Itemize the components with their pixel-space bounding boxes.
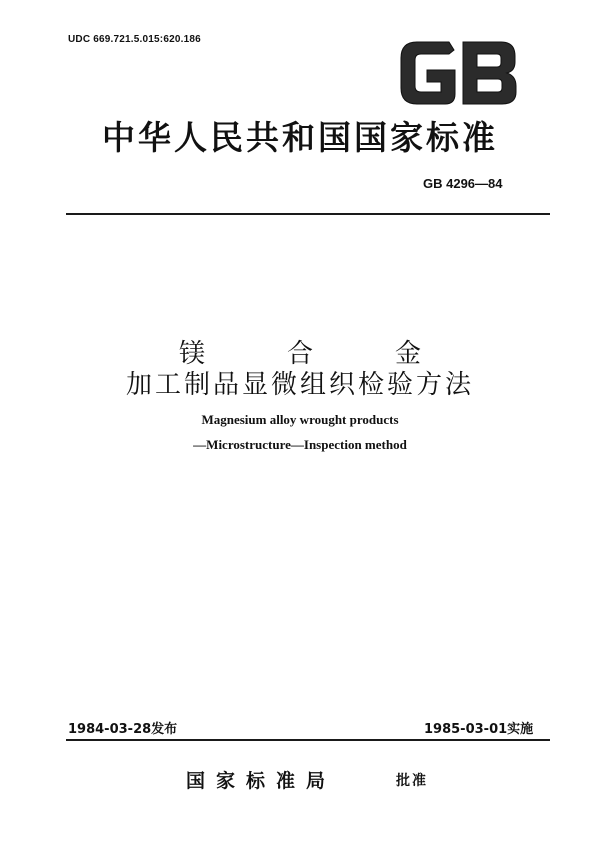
standard-number: GB 4296—84 (423, 176, 503, 191)
udc-code: UDC 669.721.5.015:620.186 (68, 34, 201, 45)
issue-date: 1984-03-28发布 (68, 722, 178, 737)
issuing-authority: 国家标准局 (186, 770, 337, 792)
title-en-line1: Magnesium alloy wrought products (201, 412, 399, 427)
title-cn-char: 镁 (178, 339, 205, 369)
national-standard-heading: 中华人民共和国国家标准 (102, 118, 498, 157)
title-cn-line2: 加工制品显微组织检验方法 (125, 370, 474, 400)
effective-date: 1985-03-01实施 (424, 722, 534, 737)
title-cn-char: 金 (395, 339, 422, 369)
gb-logo (397, 38, 519, 108)
bottom-divider (66, 739, 550, 741)
title-en-line2: —Microstructure—Inspection method (193, 437, 407, 452)
approval-label: 批准 (396, 773, 428, 789)
title-cn-char: 合 (286, 339, 313, 369)
top-divider (66, 213, 550, 215)
